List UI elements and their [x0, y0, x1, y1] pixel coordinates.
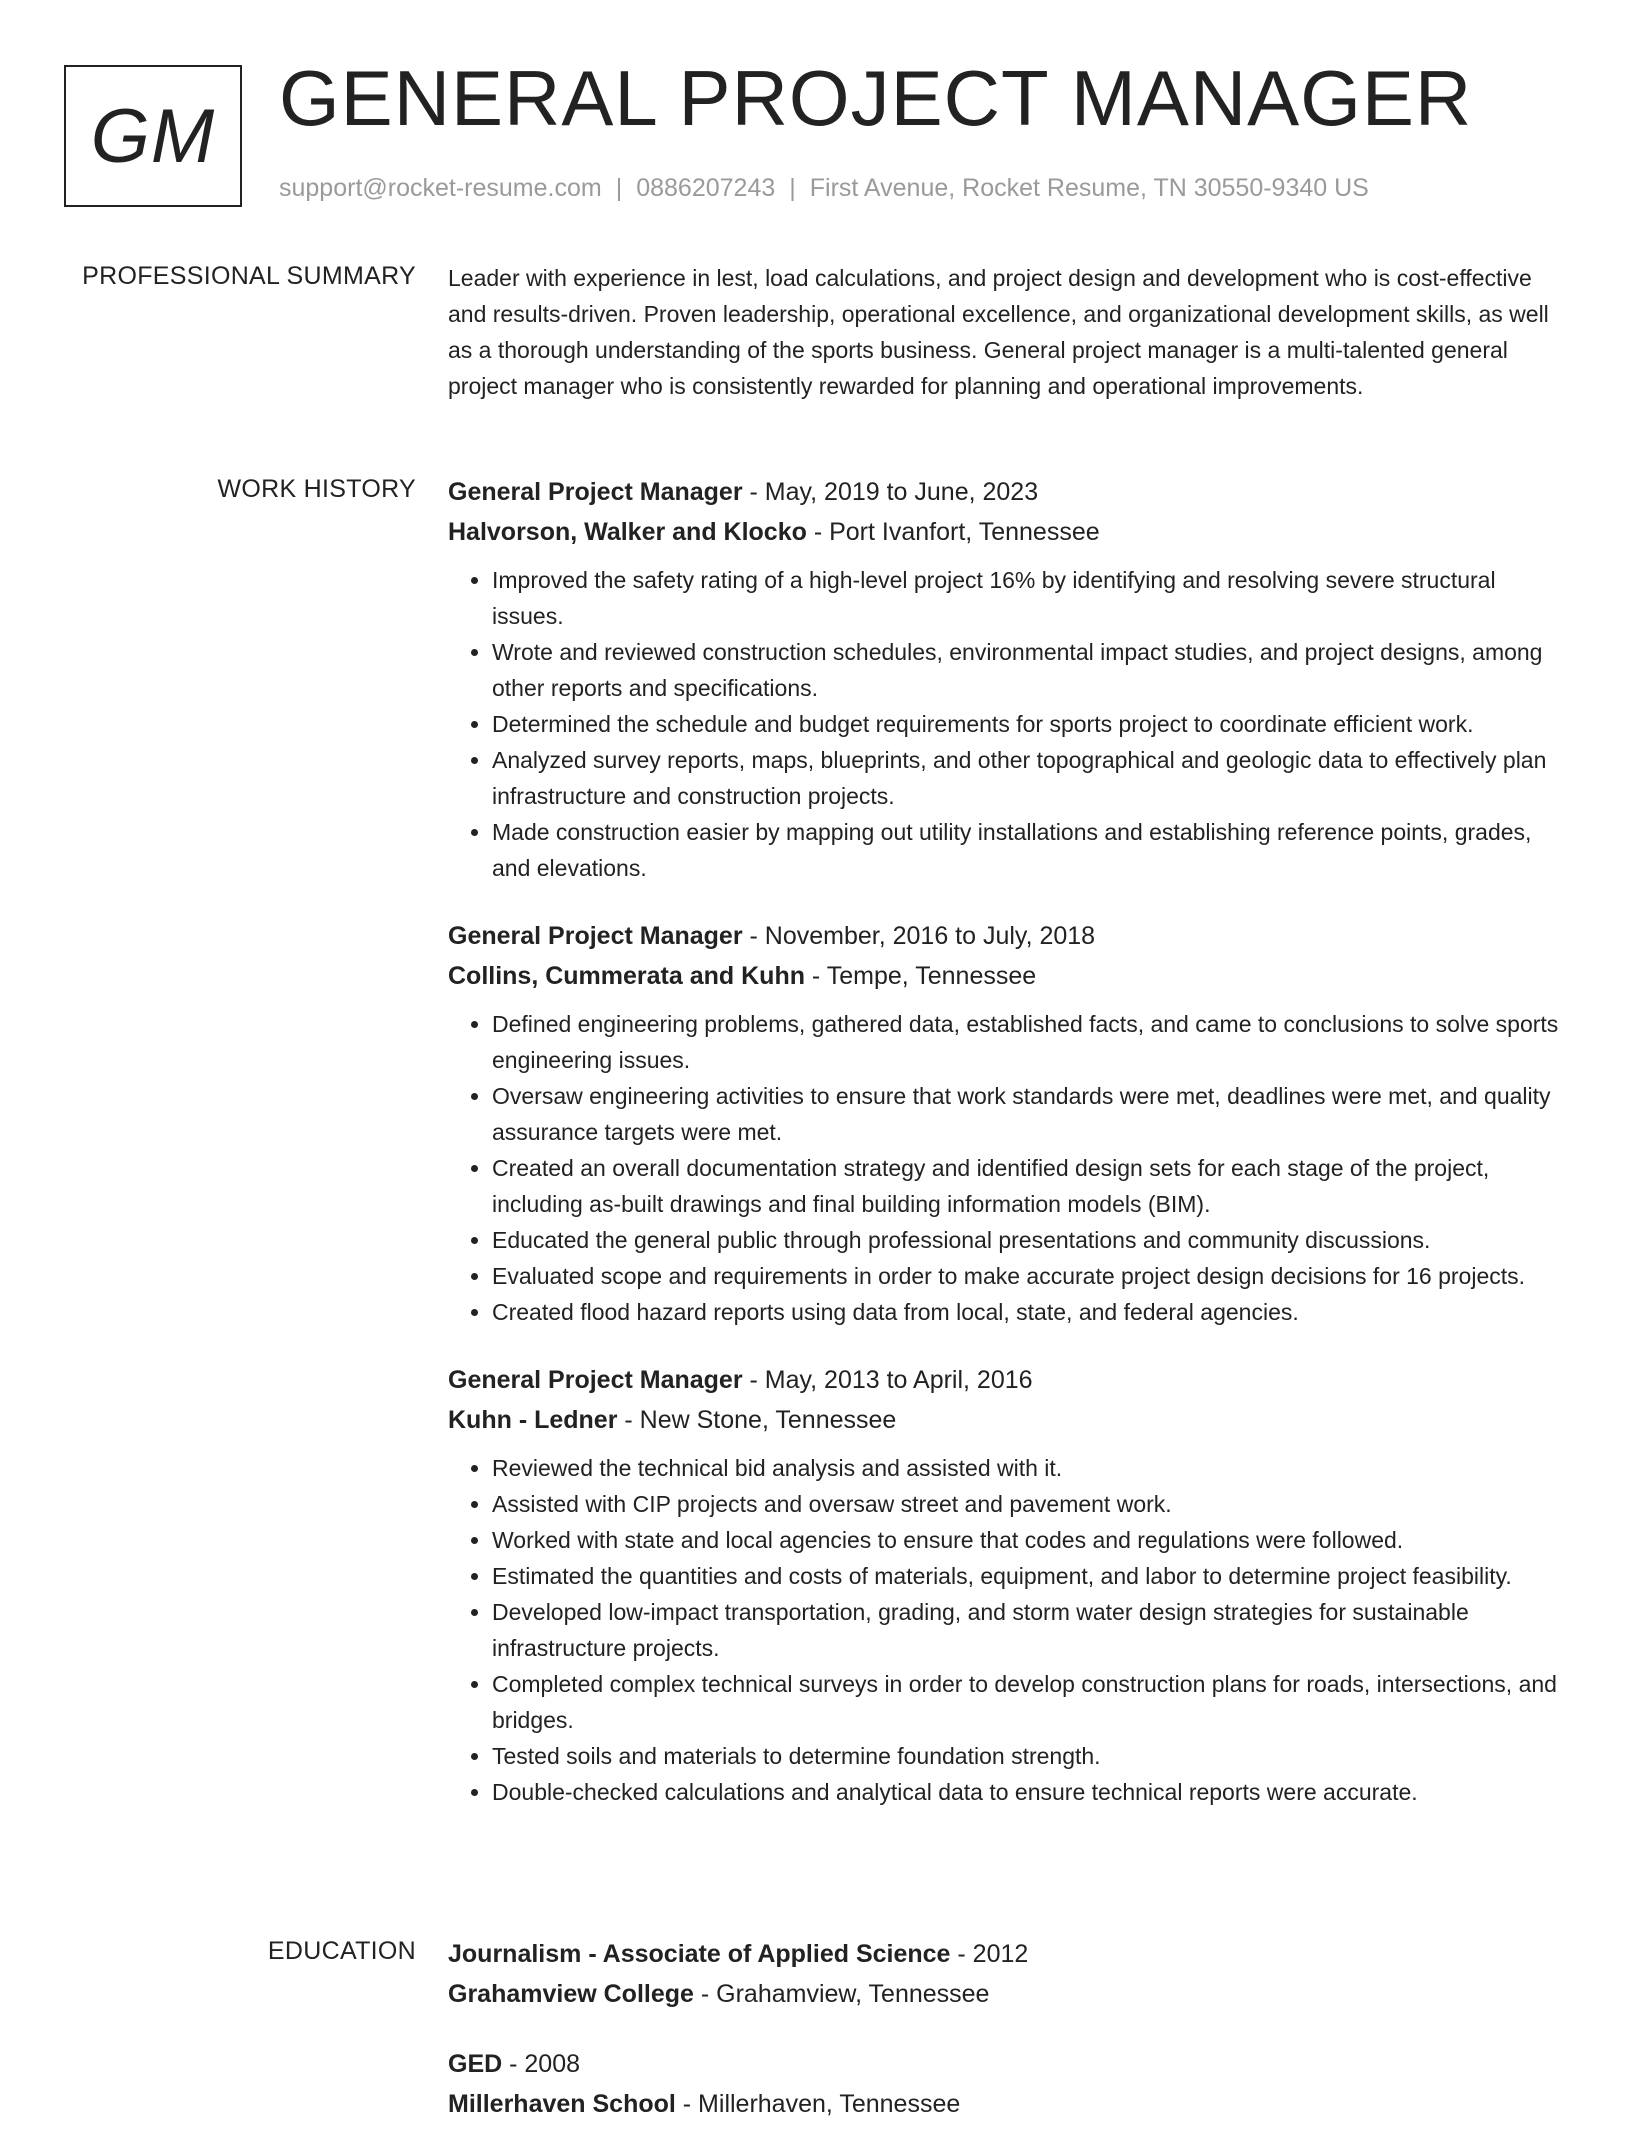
degree-line	[448, 2044, 1566, 2084]
degree-name: GED	[448, 2050, 503, 2078]
bullet-list	[448, 1450, 1566, 1810]
email-text[interactable]: support@rocket-resume.com	[279, 174, 602, 202]
company-location: - Port Ivanfort, Tennessee	[806, 518, 1100, 546]
list-item: • Oversaw engineering activities to ensure that work standards were met, deadlines were met, and quality assurance targets were met.	[492, 1078, 1566, 1150]
list-item: • Completed complex technical surveys in order to develop construction plans for roads, intersections, and bridges.	[492, 1666, 1566, 1738]
education-entry	[448, 1934, 1566, 2014]
company-location: - New Stone, Tennessee	[617, 1406, 897, 1434]
job-title: General Project Manager	[448, 478, 743, 506]
degree-name: Journalism - Associate of Applied Science	[448, 1940, 951, 1968]
separator: |	[789, 174, 796, 202]
list-item: • Created flood hazard reports using data from local, state, and federal agencies.	[492, 1294, 1566, 1330]
school-line	[448, 2084, 1566, 2124]
degree-year: - 2012	[950, 1940, 1029, 1968]
job-title-line	[448, 1360, 1566, 1400]
job-dates: - November, 2016 to July, 2018	[742, 922, 1096, 950]
job-entry	[448, 1360, 1566, 1810]
job-entry	[448, 916, 1566, 1330]
list-item: • Reviewed the technical bid analysis and assisted with it.	[492, 1450, 1566, 1486]
education-entry	[448, 2044, 1566, 2124]
list-item: • Determined the schedule and budget requirements for sports project to coordinate efficient work.	[492, 706, 1566, 742]
page-title: GENERAL PROJECT MANAGER	[279, 54, 1473, 142]
work-history-heading: WORK HISTORY	[217, 475, 416, 503]
degree-line	[448, 1934, 1566, 1974]
job-dates: - May, 2013 to April, 2016	[742, 1366, 1033, 1394]
list-item: • Analyzed survey reports, maps, blueprints, and other topographical and geologic data to effectively plan infrastructure and construction projects.	[492, 742, 1566, 814]
job-company-line	[448, 1400, 1566, 1440]
list-item: • Improved the safety rating of a high-level project 16% by identifying and resolving severe structural issues.	[492, 562, 1566, 634]
education-heading: EDUCATION	[267, 1937, 416, 1965]
summary-text: Leader with experience in lest, load calculations, and project design and development who is cost-effective and results-driven. Proven leadership, operational excellence, and organizational development skills, as well as a thorough understanding of the sports business. General project manager is a multi-talented general project manager who is consistently rewarded for planning and operational improvements.	[448, 265, 1549, 399]
list-item: • Worked with state and local agencies to ensure that codes and regulations were followed.	[492, 1522, 1566, 1558]
job-entry	[448, 472, 1566, 886]
list-item: • Estimated the quantities and costs of materials, equipment, and labor to determine project feasibility.	[492, 1558, 1566, 1594]
job-title-line	[448, 472, 1566, 512]
list-item: • Created an overall documentation strategy and identified design sets for each stage of the project, including as-built drawings and final building information models (BIM).	[492, 1150, 1566, 1222]
list-item: • Educated the general public through professional presentations and community discussions.	[492, 1222, 1566, 1258]
address-text: First Avenue, Rocket Resume, TN 30550-9340 US	[809, 174, 1369, 202]
company-name: Kuhn - Ledner	[448, 1406, 618, 1434]
list-item: • Made construction easier by mapping out utility installations and establishing reference points, grades, and elevations.	[492, 814, 1566, 886]
monogram-logo: GM	[64, 65, 242, 207]
list-item: • Assisted with CIP projects and oversaw street and pavement work.	[492, 1486, 1566, 1522]
list-item: • Double-checked calculations and analytical data to ensure technical reports were accurate.	[492, 1774, 1566, 1810]
job-title: General Project Manager	[448, 922, 743, 950]
separator: |	[615, 174, 623, 202]
education-body	[448, 1934, 1566, 2154]
bullet-list	[448, 562, 1566, 886]
work-history-body	[448, 472, 1566, 1840]
company-name: Collins, Cummerata and Kuhn	[448, 962, 805, 990]
school-name: Millerhaven School	[448, 2090, 676, 2118]
summary-heading: PROFESSIONAL SUMMARY	[82, 262, 416, 290]
job-company-line	[448, 956, 1566, 996]
school-line	[448, 1974, 1566, 2014]
list-item: • Tested soils and materials to determine foundation strength.	[492, 1738, 1566, 1774]
summary-body	[448, 260, 1566, 404]
contact-line	[279, 174, 1369, 203]
job-dates: - May, 2019 to June, 2023	[742, 478, 1039, 506]
job-title-line	[448, 916, 1566, 956]
bullet-list	[448, 1006, 1566, 1330]
list-item: • Evaluated scope and requirements in order to make accurate project design decisions for 16 projects.	[492, 1258, 1566, 1294]
job-company-line	[448, 512, 1566, 552]
list-item: • Wrote and reviewed construction schedules, environmental impact studies, and project designs, among other reports and specifications.	[492, 634, 1566, 706]
company-location: - Tempe, Tennessee	[804, 962, 1037, 990]
school-name: Grahamview College	[448, 1980, 694, 2008]
list-item: • Defined engineering problems, gathered data, established facts, and came to conclusions to solve sports engineering issues.	[492, 1006, 1566, 1078]
list-item: • Developed low-impact transportation, grading, and storm water design strategies for sustainable infrastructure projects.	[492, 1594, 1566, 1666]
company-name: Halvorson, Walker and Klocko	[448, 518, 807, 546]
job-title: General Project Manager	[448, 1366, 743, 1394]
degree-year: - 2008	[502, 2050, 581, 2078]
school-location: - Grahamview, Tennessee	[693, 1980, 990, 2008]
school-location: - Millerhaven, Tennessee	[675, 2090, 961, 2118]
phone-text[interactable]: 0886207243	[636, 174, 776, 202]
